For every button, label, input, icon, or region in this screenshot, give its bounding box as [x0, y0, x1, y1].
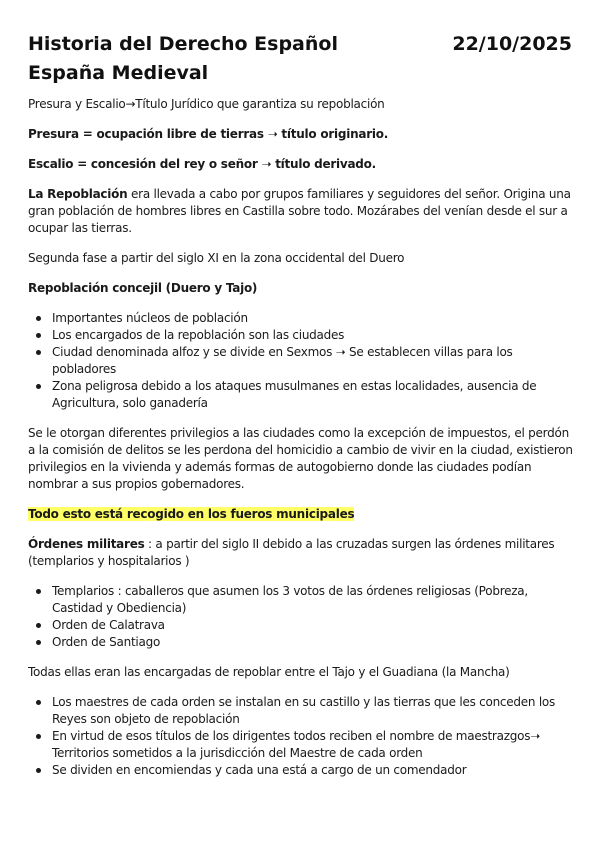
highlighted-fueros-text: Todo esto está recogido en los fueros municipales	[28, 507, 355, 521]
list-item: Orden de Calatrava	[28, 617, 576, 634]
presura-definition: Presura = ocupación libre de tierras ➝ título originario.	[28, 127, 389, 141]
paragraph-privilegios: Se le otorgan diferentes privilegios a las ciudades como la excepción de impuestos, el perdón a la comisión de delitos se les perdona del homicidio a cambio de vivir en la ciudad, existieron privilegios en la vivienda y además formas de autogobierno donde las ciudades podían nombrar a sus propios gobernadores.	[28, 426, 573, 491]
list-item: En virtud de esos títulos de los dirigentes todos reciben el nombre de maestrazgos➝ Territorios sometidos a la jurisdicción del Maestre de cada orden	[28, 728, 576, 762]
repoblacion-text: era llevada a cabo por grupos familiares y seguidores del señor. Origina una gran población de hombres libres en Castilla sobre todo. Mozárabes del venían desde el sur a ocupar las tierras.	[28, 187, 571, 235]
list-item: Los encargados de la repoblación son las ciudades	[28, 327, 576, 344]
list-item: Templarios : caballeros que asumen los 3 votos de las órdenes religiosas (Pobreza, Castidad y Obediencia)	[28, 583, 576, 617]
list-item: Importantes núcleos de población	[28, 310, 576, 327]
list-item: Los maestres de cada orden se instalan en su castillo y las tierras que les conceden los Reyes son objeto de repoblación	[28, 694, 576, 728]
paragraph-repoblacion	[28, 186, 576, 237]
paragraph-escalio	[28, 156, 576, 173]
bullet-list-concejil	[28, 310, 576, 412]
document-date: 22/10/2025	[452, 33, 572, 55]
bullet-list-maestres	[28, 694, 576, 779]
paragraph-presura-escalio: Presura y Escalio→Título Jurídico que garantiza su repoblación	[28, 97, 385, 111]
paragraph-fueros	[28, 506, 576, 523]
escalio-definition: Escalio = concesión del rey o señor ➝ título derivado.	[28, 157, 376, 171]
document-title: Historia del Derecho Español	[28, 33, 338, 55]
ordenes-militares-text: : a partir del siglo II debido a las cruzadas surgen las órdenes militares (templarios y hospitalarios )	[28, 537, 555, 568]
paragraph-segunda-fase: Segunda fase a partir del siglo XI en la zona occidental del Duero	[28, 251, 405, 265]
document-body	[28, 96, 576, 792]
document-header	[28, 30, 572, 88]
repoblacion-concejil-heading: Repoblación concejil (Duero y Tajo)	[28, 281, 258, 295]
ordenes-militares-term: Órdenes militares	[28, 537, 145, 551]
paragraph-ordenes-militares	[28, 536, 576, 570]
list-item: Orden de Santiago	[28, 634, 576, 651]
repoblacion-term: La Repoblación	[28, 187, 128, 201]
list-item: Ciudad denominada alfoz y se divide en Sexmos ➝ Se establecen villas para los pobladores	[28, 344, 576, 378]
list-item: Se dividen en encomiendas y cada una está a cargo de un comendador	[28, 762, 576, 779]
paragraph-presura	[28, 126, 576, 143]
paragraph-repoblacion-concejil	[28, 280, 576, 297]
paragraph-repoblar-tajo-guadiana: Todas ellas eran las encargadas de repoblar entre el Tajo y el Guadiana (la Mancha)	[28, 665, 510, 679]
document-subtitle: España Medieval	[28, 62, 209, 84]
bullet-list-ordenes	[28, 583, 576, 651]
list-item: Zona peligrosa debido a los ataques musulmanes en estas localidades, ausencia de Agricultura, solo ganadería	[28, 378, 576, 412]
